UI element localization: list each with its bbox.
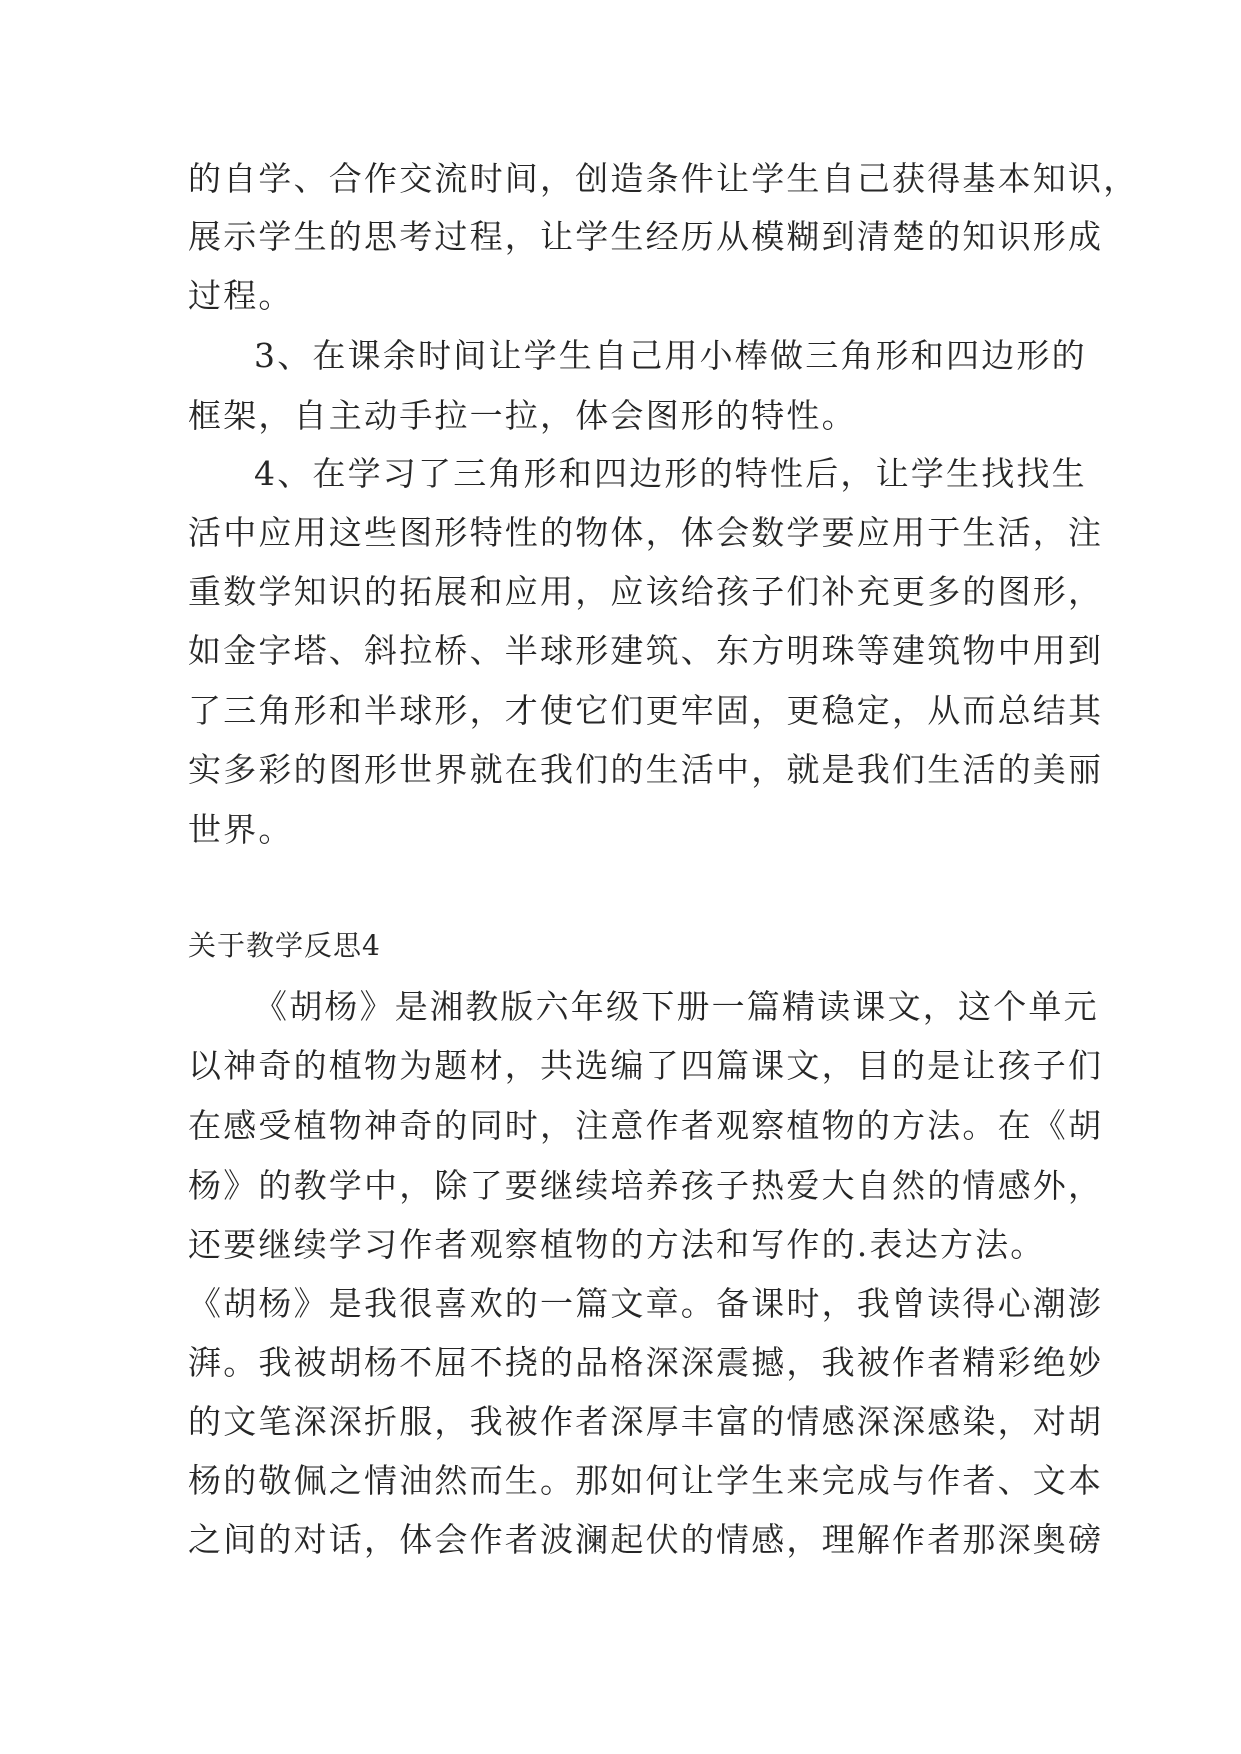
paragraph-line: 实多彩的图形世界就在我们的生活中，就是我们生活的美丽 [188,750,1104,789]
section-heading: 关于教学反思4 [188,929,381,962]
paragraph-line: 杨的敬佩之情油然而生。那如何让学生来完成与作者、文本 [188,1461,1104,1500]
paragraph-line: 的文笔深深折服，我被作者深厚丰富的情感深深感染，对胡 [188,1402,1104,1441]
paragraph-line: 框架，自主动手拉一拉，体会图形的特性。 [188,396,857,435]
paragraph-line: 4、在学习了三角形和四边形的特性后，让学生找找生 [254,454,1087,493]
paragraph-line: 《胡杨》是我很喜欢的一篇文章。备课时，我曾读得心潮澎 [188,1284,1104,1323]
paragraph-line: 以神奇的植物为题材，共选编了四篇课文，目的是让孩子们 [188,1046,1104,1085]
paragraph-line: 《胡杨》是湘教版六年级下册一篇精读课文，这个单元 [254,987,1099,1026]
paragraph-line: 湃。我被胡杨不屈不挠的品格深深震撼，我被作者精彩绝妙 [188,1343,1104,1382]
paragraph-line: 在感受植物神奇的同时，注意作者观察植物的方法。在《胡 [188,1106,1104,1145]
paragraph-line: 3、在课余时间让学生自己用小棒做三角形和四边形的 [254,336,1087,375]
paragraph-line: 之间的对话，体会作者波澜起伏的情感，理解作者那深奥磅 [188,1520,1104,1559]
paragraph-line: 世界。 [188,810,294,849]
paragraph-line: 展示学生的思考过程，让学生经历从模糊到清楚的知识形成 [188,217,1104,256]
paragraph-line: 过程。 [188,276,294,315]
paragraph-line: 活中应用这些图形特性的物体，体会数学要应用于生活，注 [188,513,1104,552]
paragraph-line: 杨》的教学中，除了要继续培养孩子热爱大自然的情感外， [188,1166,1104,1205]
paragraph-line: 重数学知识的拓展和应用，应该给孩子们补充更多的图形， [188,572,1104,611]
paragraph-line: 如金字塔、斜拉桥、半球形建筑、东方明珠等建筑物中用到 [188,631,1104,670]
paragraph-line: 还要继续学习作者观察植物的方法和写作的.表达方法。 [188,1225,1046,1264]
paragraph-line: 了三角形和半球形，才使它们更牢固，更稳定，从而总结其 [188,691,1104,730]
paragraph-line: 的自学、合作交流时间，创造条件让学生自己获得基本知识， [188,159,1139,198]
